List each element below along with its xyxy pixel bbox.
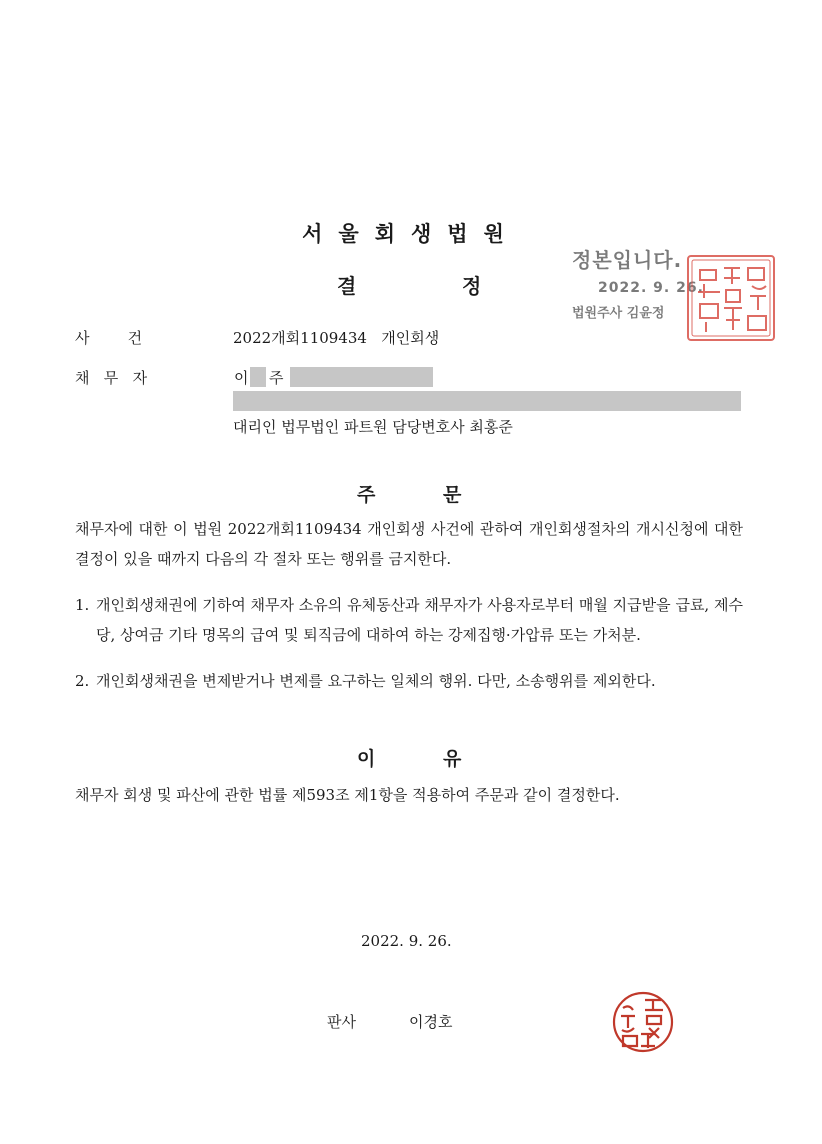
order-item-text: 개인회생채권을 변제받거나 변제를 요구하는 일체의 행위. 다만, 소송행위를 제외한다. [96,672,656,690]
debtor-name-last: 주 [269,369,284,387]
reason-heading-right: 유 [443,748,462,770]
court-name: 서울회생법원 [302,222,520,246]
redaction-block-address [233,391,741,411]
debtor-label: 채 무 자 [75,369,148,387]
debtor-name-first: 이 [234,369,249,387]
certification-text: 정본입니다. [572,248,683,272]
doc-type-left: 결 [337,274,357,298]
order-item-number: 1. [75,596,90,614]
redaction-block [290,367,433,387]
decision-date: 2022. 9. 26. [361,932,452,950]
reason-text: 채무자 회생 및 파산에 관한 법률 제593조 제1항을 적용하여 주문과 같이 결정한다. [75,786,620,804]
order-heading-right: 문 [443,484,462,506]
agent-line: 대리인 법무법인 파트원 담당변호사 최홍준 [233,418,513,436]
doc-type-right: 정 [462,274,482,298]
order-intro: 채무자에 대한 이 법원 2022개회1109434 개인회생 사건에 관하여 개인회생절차의 개시신청에 대한 결정이 있을 때까지 다음의 각 절차 또는 행위를 금지한다. [75,520,743,568]
case-label: 사 건 [75,329,143,347]
certification-clerk: 법원주사 김윤정 [572,306,665,321]
judge-seal-stamp [611,990,675,1054]
order-item-text: 개인회생채권에 기하여 채무자 소유의 유체동산과 채무자가 사용자로부터 매월 지급받을 급료, 제수당, 상여금 기타 명목의 급여 및 퇴직금에 대하여 하는 강제집행·가압류 또는 가처분. [96,596,743,644]
order-item-number: 2. [75,672,90,690]
judge-title: 판사 [327,1013,356,1031]
certification-date: 2022. 9. 26. [598,280,704,296]
order-heading-left: 주 [357,484,376,506]
judge-name: 이경호 [409,1013,453,1031]
redaction-block [250,367,266,387]
reason-heading-left: 이 [357,748,376,770]
case-value: 2022개회1109434 개인회생 [233,329,440,347]
court-seal-stamp [686,254,776,342]
